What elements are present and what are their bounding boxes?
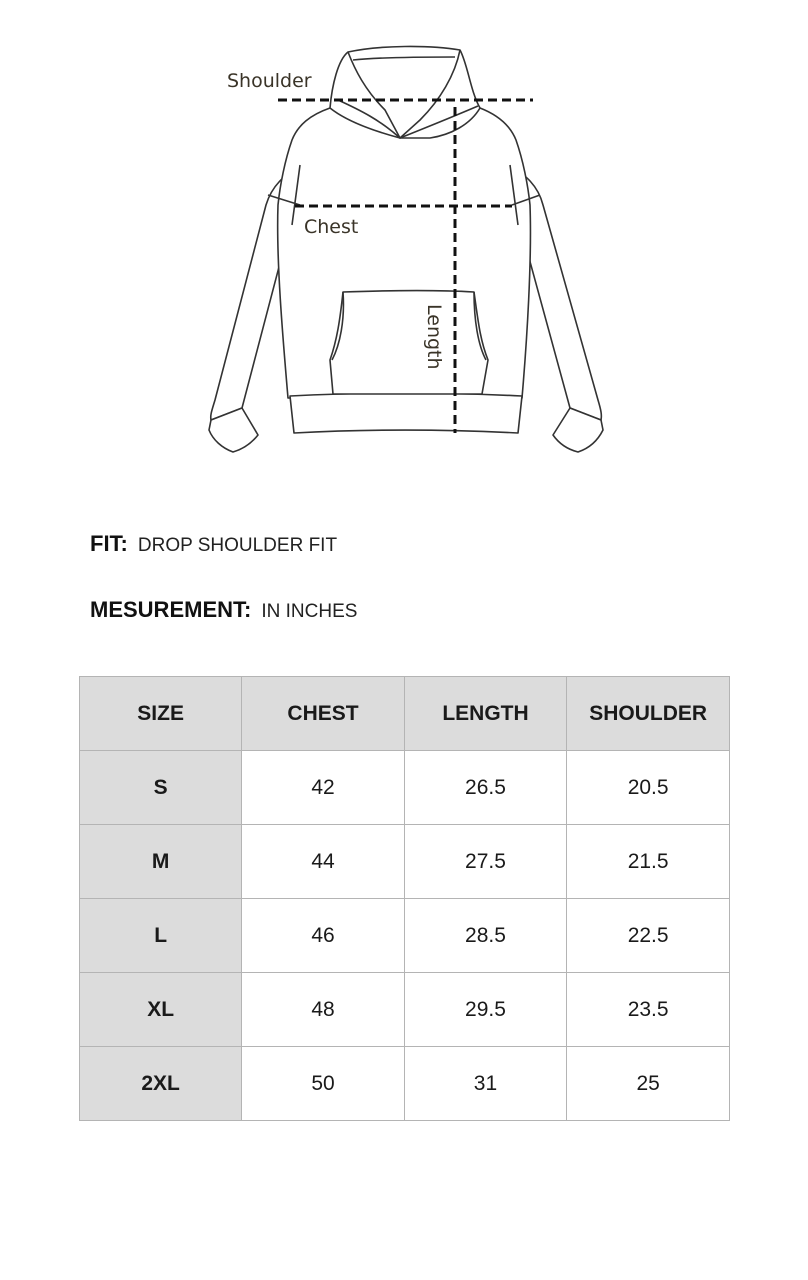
size-cell: M	[80, 825, 242, 899]
size-cell: 2XL	[80, 1047, 242, 1121]
chest-cell: 42	[242, 751, 404, 825]
shoulder-cell: 23.5	[567, 973, 730, 1047]
shoulder-cell: 21.5	[567, 825, 730, 899]
table-row	[80, 973, 730, 1047]
fit-value: DROP SHOULDER FIT	[137, 535, 338, 556]
header-shoulder: SHOULDER	[567, 677, 730, 751]
chest-cell: 46	[242, 899, 404, 973]
chest-cell: 44	[242, 825, 404, 899]
length-cell: 26.5	[404, 751, 567, 825]
shoulder-cell: 20.5	[567, 751, 730, 825]
fit-label: FIT:	[90, 531, 128, 556]
measurement-label: MESUREMENT:	[90, 597, 252, 622]
table-header-row	[80, 677, 730, 751]
table-row	[80, 1047, 730, 1121]
hoodie-outline	[209, 46, 603, 452]
measurement-info	[90, 597, 357, 623]
chest-cell: 48	[242, 973, 404, 1047]
table-row	[80, 825, 730, 899]
chest-label: Chest	[304, 216, 359, 238]
shoulder-label: Shoulder	[227, 70, 312, 92]
shoulder-cell: 25	[567, 1047, 730, 1121]
length-cell: 29.5	[404, 973, 567, 1047]
length-cell: 31	[404, 1047, 567, 1121]
header-chest: CHEST	[242, 677, 404, 751]
chest-cell: 50	[242, 1047, 404, 1121]
size-chart-table	[79, 676, 730, 1121]
length-cell: 27.5	[404, 825, 567, 899]
measurement-value: IN INCHES	[261, 601, 358, 622]
table-row	[80, 751, 730, 825]
table-row	[80, 899, 730, 973]
size-cell: XL	[80, 973, 242, 1047]
kangaroo-pocket	[330, 291, 488, 395]
shoulder-cell: 22.5	[567, 899, 730, 973]
header-length: LENGTH	[404, 677, 567, 751]
header-size: SIZE	[80, 677, 242, 751]
hoodie-measurement-diagram	[0, 0, 808, 480]
hem-band	[290, 393, 522, 433]
length-cell: 28.5	[404, 899, 567, 973]
size-cell: L	[80, 899, 242, 973]
size-cell: S	[80, 751, 242, 825]
fit-info	[90, 531, 337, 557]
length-label: Length	[423, 304, 445, 370]
